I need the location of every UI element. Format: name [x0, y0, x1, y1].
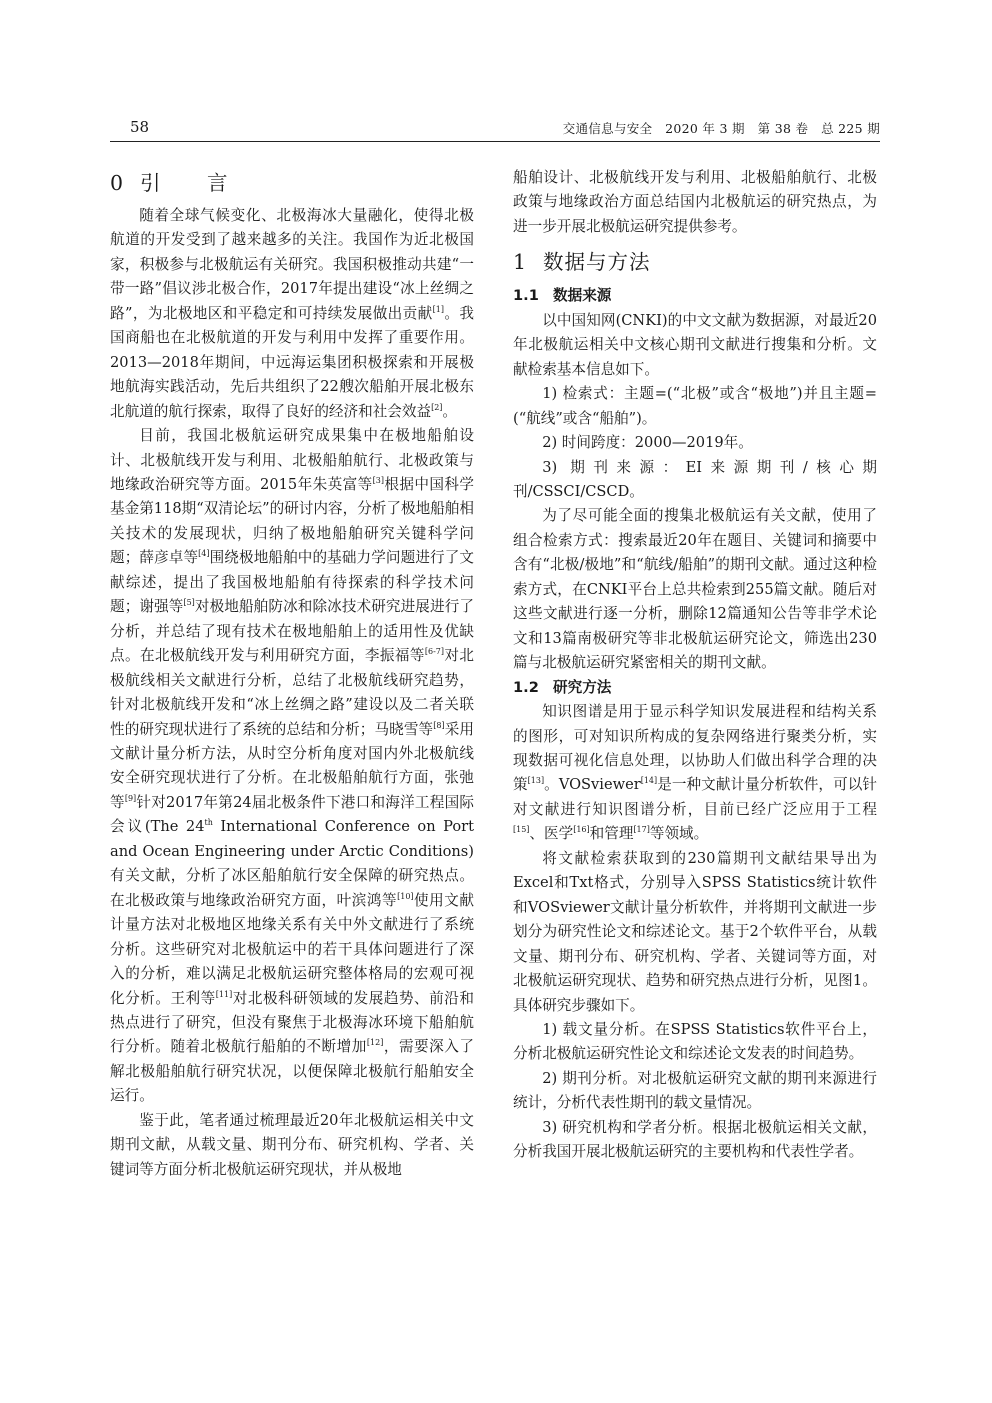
text: 根据中国科学基金第118期“双清论坛”的研讨内容，分析了极地船舶相关技术的发展现状，归纳了极地船舶研究关键科学问题；薛彦卓等 [110, 475, 474, 567]
list-item-step-3: 3) 研究机构和学者分析。根据北极航运相关文献，分析我国开展北极航运研究的主要机构和代表性学者。 [513, 1118, 877, 1161]
page-number: 58 [130, 118, 150, 136]
list-item-query: 1) 检索式：主题=(“北极”或含“极地”)并且主题=(“航线”或含“船舶”)。 [513, 385, 877, 427]
journal-info: 交通信息与安全 2020 年 3 期 第 38 卷 总 225 期 [562, 121, 880, 136]
citation: [4] [198, 549, 210, 559]
citation: [16] [573, 825, 590, 835]
text: 对北极科研领域的发展趋势、前沿和热点进行了研究，但没有聚焦于北极海冰环境下船舶航行分析。随着北极航行船舶的不断增加 [110, 989, 474, 1056]
citation: [14] [640, 776, 658, 786]
header-rule [110, 141, 880, 142]
paragraph-intro-3: 鉴于此，笔者通过梳理最近20年北极航运相关中文期刊文献，从载文量、期刊分布、研究机构、学者、关键词等方面分析北极航运研究现状，并从极地 [110, 1111, 474, 1178]
text: 针对2017年第24届北极条件下港口和海洋工程国际会议(The 24 [110, 793, 474, 836]
citation: [2] [431, 402, 443, 412]
citation: [17] [633, 825, 650, 835]
paragraph-export: 将文献检索获取到的230篇期刊文献结果导出为Excel和Txt格式，分别导入SPSS Statistics统计软件和VOSviewer文献计量分析软件，并将期刊文献进一步划分为研究性论文和综述论文。基于2个软件平台，从载文量、期刊分布、研究机构、学者、关键词等方面，对北极航运研究现状、趋势和研究热点进行分析，见图1。具体研究步骤如下。 [513, 849, 877, 1014]
text: International Conference on Port and Ocean Engineering under Arctic Conditions)有关文献，分析了冰区船舶航行安全保障的研究热点。在北极政策与地缘政治研究方面，叶滨鸿等 [110, 818, 474, 909]
subsection-title: 研究方法 [553, 678, 612, 696]
text: 对极地船舶防冰和除冰技术研究进展进行了分析，并总结了现有技术在极地船舶上的适用性及优缺点。在北极航线开发与利用研究方面，李振福等 [110, 598, 474, 665]
text: 对北极航线相关文献进行分析，总结了北极航线研究趋势，针对北极航线开发和“冰上丝绸之路”建设以及二者关联性的研究现状进行了系统的总结和分析；马晓雪等 [110, 647, 474, 738]
paragraph-intro-3-continued: 船舶设计、北极航线开发与利用、北极船舶航行、北极政策与地缘政治方面总结国内北极航运的研究热点，为进一步开展北极航运研究提供参考。 [513, 169, 877, 235]
paragraph-intro-2 [110, 424, 474, 1109]
paragraph-methods [513, 700, 877, 847]
citation: [15] [513, 825, 530, 835]
paragraph-intro-1 [110, 204, 474, 424]
text: 知识图谱是用于显示科学知识发展进程和结构关系的图形，可对知识所构成的复杂网络进行聚类分析，实现数据可视化信息处理，以协助人们做出科学合理的决策 [513, 703, 877, 794]
section-title: 数据与方法 [543, 250, 651, 275]
paragraph-data-source: 以中国知网(CNKI)的中文文献为数据源，对最近20年北极航运相关中文核心期刊文献进行搜集和分析。文献检索基本信息如下。 [513, 311, 877, 378]
text: 。我国商船也在北极航道的开发与利用中发挥了重要作用。2013—2018年期间，中远海运集团积极探索和开展极地航海实践活动，先后共组织了22艘次船舶开展北极东北航道的航行探索，取得了良好的经济和社会效益 [110, 304, 474, 420]
text: 和管理 [589, 825, 634, 843]
citation: [6-7] [424, 647, 444, 657]
subsection-title: 数据来源 [553, 287, 612, 305]
citation: [11] [215, 989, 233, 999]
subsection-number: 1.2 [513, 678, 539, 696]
text: 。 [442, 402, 458, 420]
list-item-step-2: 2) 期刊分析。对北极航运研究文献的期刊来源进行统计，分析代表性期刊的载文量情况。 [513, 1069, 877, 1112]
subsection-heading-methods [513, 676, 877, 700]
citation: [3] [372, 475, 384, 485]
citation: [10] [397, 891, 414, 901]
list-item-timespan: 2) 时间跨度：2000—2019年。 [542, 434, 753, 452]
text: 使用文献计量方法对北极地区地缘关系有关中外文献进行了系统分析。这些研究对北极航运中的若干具体问题进行了深入的分析，难以满足北极航运研究整体格局的宏观可视化分析。王利等 [110, 891, 474, 1007]
text: ，需要深入了解北极船舶航行研究状况，以便保障北极航行船舶安全运行。 [110, 1038, 474, 1105]
text: 围绕极地船舶中的基础力学问题进行了文献综述，提出了我国极地船舶有待探索的科学技术问题；谢强等 [110, 549, 474, 616]
list-item-source: 3) 期刊来源：EI来源期刊/核心期刊/CSSCI/CSCD。 [513, 458, 877, 500]
section-heading-intro [110, 168, 474, 198]
right-column [513, 166, 877, 1165]
paragraph-search: 为了尽可能全面的搜集北极航运有关文献，使用了组合检索方式：搜索最近20年在题目、关键词和摘要中含有“北极/极地”和“航线/船舶”的期刊文献。通过这种检索方式，在CNKI平台上总共检索到255篇文献。随后对这些文献进行逐一分析，删除12篇通知公告等非学术论文和13篇南极研究等非北极航运研究论文，筛选出230篇与北极航运研究紧密相关的期刊文献。 [513, 507, 877, 672]
citation: [8] [433, 720, 445, 730]
section-number: 0 [110, 171, 125, 195]
subsection-number: 1.1 [513, 287, 539, 305]
section-title: 引 言 [140, 171, 248, 195]
text: 。VOSviewer [544, 776, 641, 794]
citation: [9] [124, 793, 137, 803]
text: 等领域。 [649, 825, 709, 843]
citation: [5] [183, 598, 195, 608]
section-number: 1 [513, 250, 528, 275]
text: 目前，我国北极航运研究成果集中在极地船舶设计、北极航线开发与利用、北极船舶航行、北极政策与地缘政治研究等方面。2015年朱英富等 [110, 427, 474, 493]
text: 随着全球气候变化、北极海冰大量融化，使得北极航道的开发受到了越来越多的关注。我国作为近北极国家，积极参与北极航运有关研究。我国积极推动共建“一带一路”倡议涉北极合作，2017年提出建设“冰上丝绸之路”，为北极地区和平稳定和可持续发展做出贡献 [110, 207, 474, 322]
left-column [110, 166, 474, 1182]
text: 是一种文献计量分析软件，可以针对文献进行知识图谱分析，目前已经广泛应用于工程 [513, 776, 877, 818]
text: 、医学 [529, 825, 574, 843]
running-header [110, 118, 880, 140]
citation: [13] [527, 776, 545, 786]
ordinal-suffix: th [204, 818, 213, 828]
citation: [12] [366, 1038, 384, 1048]
text: 采用文献计量分析方法，从时空分析角度对国内外北极航线安全研究现状进行了分析。在北极船舶航行方面，张弛等 [110, 720, 474, 811]
list-item-step-1: 1) 载文量分析。在SPSS Statistics软件平台上，分析北极航运研究性论文和综述论文发表的时间趋势。 [513, 1020, 877, 1063]
subsection-heading-data-source [513, 284, 877, 308]
section-heading-data-methods [513, 247, 877, 277]
citation: [1] [432, 304, 444, 314]
